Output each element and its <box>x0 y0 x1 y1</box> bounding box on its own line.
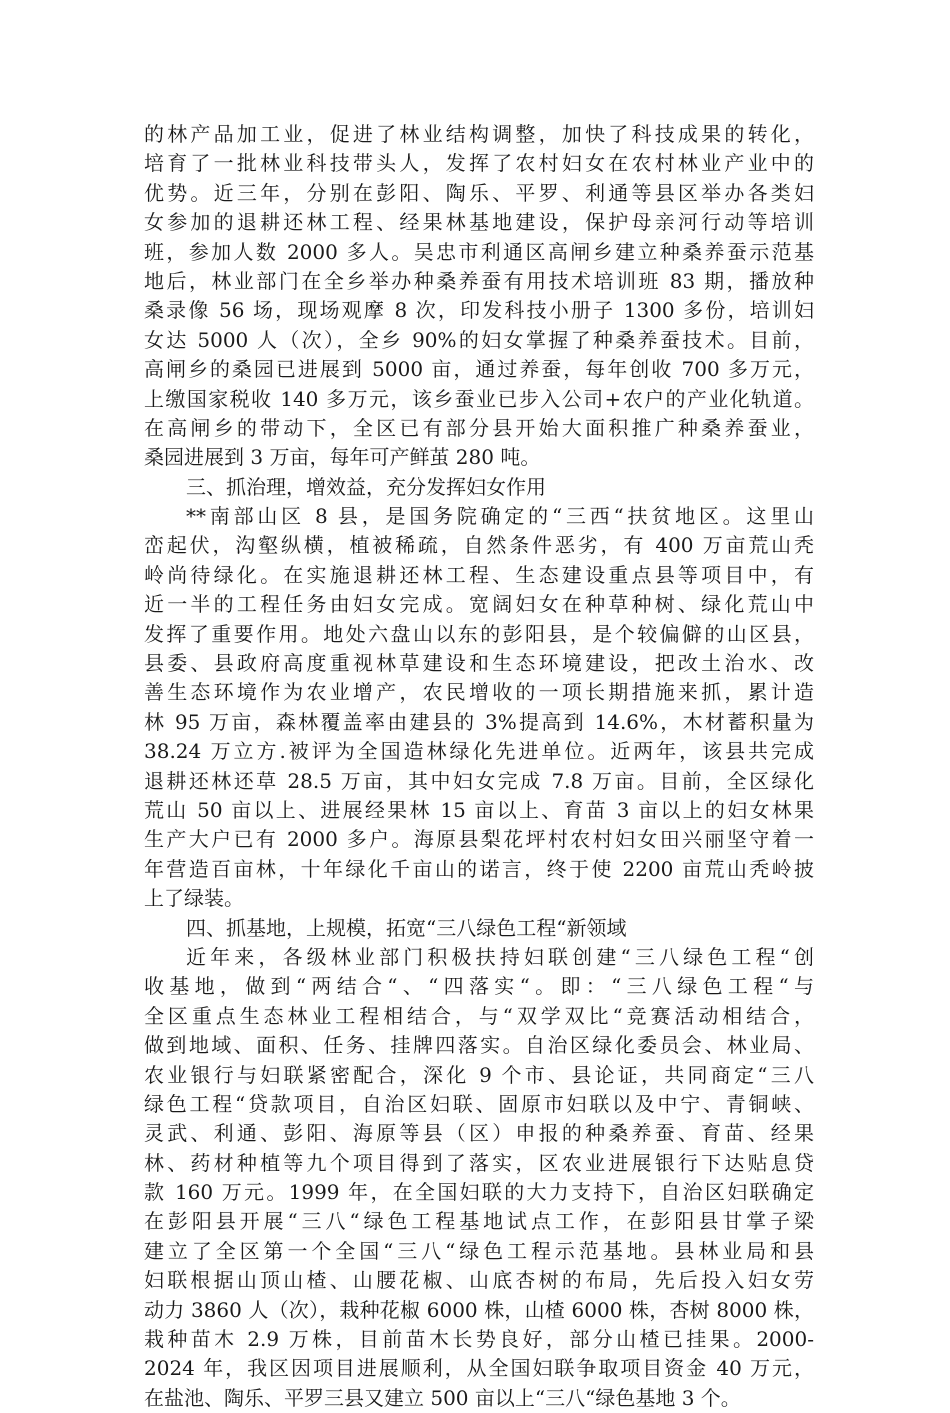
text-line: 妇联根据山顶山楂、山腰花椒、山底杏树的布局，先后投入妇女劳 <box>144 1268 814 1293</box>
text-line: 生产大户已有 2000 多户。海原县梨花坪村农村妇女田兴丽坚守着一 <box>144 827 814 852</box>
text-line: 高闸乡的桑园已进展到 5000 亩，通过养蚕，每年创收 700 多万元， <box>144 357 814 382</box>
body-text <box>144 120 814 1413</box>
text-line: 上了绿装。 <box>144 886 244 911</box>
text-line: 收基地，做到“两结合“、“四落实“。即：“三八绿色工程“与 <box>144 974 814 999</box>
text-line: 林、药材种植等九个项目得到了落实，区农业进展银行下达贴息贷 <box>144 1150 814 1175</box>
text-line: 班，参加人数 2000 多人。吴忠市利通区高闸乡建立种桑养蚕示范基 <box>144 239 814 264</box>
text-line: 峦起伏，沟壑纵横，植被稀疏，自然条件恶劣，有 400 万亩荒山秃 <box>144 533 814 558</box>
text-line: 款 160 万元。1999 年，在全国妇联的大力支持下，自治区妇联确定 <box>144 1180 814 1205</box>
text-line: 在彭阳县开展“三八“绿色工程基地试点工作，在彭阳县甘掌子梁 <box>144 1209 814 1234</box>
text-line: 发挥了重要作用。地处六盘山以东的彭阳县，是个较偏僻的山区县， <box>144 621 814 646</box>
text-line: 岭尚待绿化。在实施退耕还林工程、生态建设重点县等项目中，有 <box>144 562 814 587</box>
text-line: 建立了全区第一个全国“三八“绿色工程示范基地。县林业局和县 <box>144 1238 814 1263</box>
text-line: 38.24 万立方.被评为全国造林绿化先进单位。近两年，该县共完成 <box>144 739 814 764</box>
text-line: **南部山区 8 县，是国务院确定的“三西“扶贫地区。这里山 <box>186 504 814 529</box>
text-line: 动力 3860 人（次），栽种花椒 6000 株，山楂 6000 株，杏树 8000 株， <box>144 1297 814 1322</box>
text-line: 县委、县政府高度重视林草建设和生态环境建设，把改土治水、改 <box>144 651 814 676</box>
text-line: 女参加的退耕还林工程、经果林基地建设，保护母亲河行动等培训 <box>144 210 814 235</box>
text-line: 的林产品加工业，促进了林业结构调整，加快了科技成果的转化， <box>144 122 814 146</box>
text-line: 在高闸乡的带动下，全区已有部分县开始大面积推广种桑养蚕业， <box>144 415 814 440</box>
text-line: 培育了一批林业科技带头人，发挥了农村妇女在农村林业产业中的 <box>144 151 814 176</box>
text-line: 栽种苗木 2.9 万株，目前苗木长势良好，部分山楂已挂果。2000- <box>144 1327 814 1352</box>
text-line: 绿色工程“贷款项目，自治区妇联、固原市妇联以及中宁、青铜峡、 <box>144 1091 814 1116</box>
text-line: 近年来，各级林业部门积极扶持妇联创建“三八绿色工程“创 <box>186 944 814 969</box>
text-line: 善生态环境作为农业增产，农民增收的一项长期措施来抓，累计造 <box>144 680 814 705</box>
section-heading: 三、抓治理，增效益，充分发挥妇女作用 <box>186 474 546 499</box>
text-line: 优势。近三年，分别在彭阳、陶乐、平罗、利通等县区举办各类妇 <box>144 180 814 205</box>
text-line: 地后，林业部门在全乡举办种桑养蚕有用技术培训班 83 期，播放种 <box>144 268 814 293</box>
text-line: 2024 年，我区因项目进展顺利，从全国妇联争取项目资金 40 万元， <box>144 1356 814 1381</box>
text-line: 退耕还林还草 28.5 万亩，其中妇女完成 7.8 万亩。目前，全区绿化 <box>144 768 814 793</box>
text-line: 全区重点生态林业工程相结合，与“双学双比“竞赛活动相结合， <box>144 1003 814 1028</box>
text-line: 灵武、利通、彭阳、海原等县（区）申报的种桑养蚕、育苗、经果 <box>144 1121 814 1146</box>
text-line: 桑园进展到 3 万亩，每年可产鲜茧 280 吨。 <box>144 445 541 470</box>
text-line: 做到地域、面积、任务、挂牌四落实。自治区绿化委员会、林业局、 <box>144 1033 814 1058</box>
text-line: 桑录像 56 场，现场观摩 8 次，印发科技小册子 1300 多份，培训妇 <box>144 298 814 323</box>
text-line: 农业银行与妇联紧密配合，深化 9 个市、县论证，共同商定“三八 <box>144 1062 814 1087</box>
text-line: 在盐池、陶乐、平罗三县又建立 500 亩以上“三八“绿色基地 3 个。 <box>144 1385 741 1410</box>
text-line: 近一半的工程任务由妇女完成。宽阔妇女在种草种树、绿化荒山中 <box>144 592 814 617</box>
text-line: 上缴国家税收 140 多万元，该乡蚕业已步入公司+农户的产业化轨道。 <box>144 386 814 411</box>
section-heading: 四、抓基地，上规模，拓宽“三八绿色工程“新领域 <box>186 915 627 940</box>
text-line: 女达 5000 人（次），全乡 90%的妇女掌握了种桑养蚕技术。目前， <box>144 327 814 352</box>
text-line: 年营造百亩林，十年绿化千亩山的诺言，终于使 2200 亩荒山秃岭披 <box>144 856 814 881</box>
text-line: 荒山 50 亩以上、进展经果林 15 亩以上、育苗 3 亩以上的妇女林果 <box>144 797 814 822</box>
text-line: 林 95 万亩，森林覆盖率由建县的 3%提高到 14.6%，木材蓄积量为 <box>144 709 814 734</box>
